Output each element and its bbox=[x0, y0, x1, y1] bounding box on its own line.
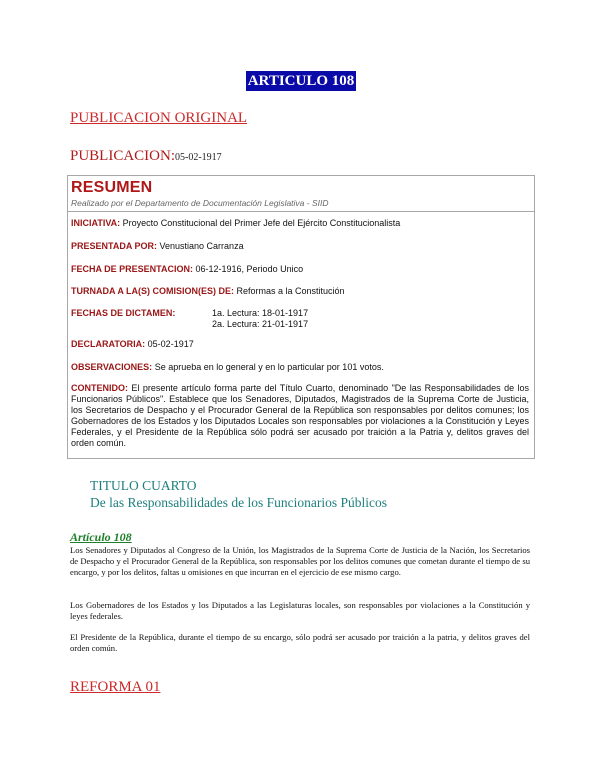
turnada-label: TURNADA A LA(S) COMISION(ES) DE: bbox=[71, 286, 234, 296]
fecha-row bbox=[71, 264, 303, 275]
iniciativa-row bbox=[71, 218, 400, 229]
fecha-label: FECHA DE PRESENTACION: bbox=[71, 264, 194, 274]
presentada-row bbox=[71, 241, 244, 252]
articulo-paragraph-1: Los Senadores y Diputados al Congreso de la Unión, los Magistrados de la Suprema Corte de Justicia de la Nación, los Secretarios de Despacho y el Procurador General de la República, son responsables por los delitos comunes que cometan durante el tiempo de su encargo, y por los delitos, faltas u omisiones en que incurran en el ejercicio de ese mismo cargo. bbox=[70, 545, 530, 577]
turnada-value: Reformas a la Constitución bbox=[234, 286, 345, 296]
resumen-box bbox=[67, 175, 535, 459]
resumen-subtitle: Realizado por el Departamento de Documentación Legislativa - SIID bbox=[71, 198, 329, 208]
dictamen-lectura-2: 2a. Lectura: 21-01-1917 bbox=[212, 319, 309, 329]
titulo-section bbox=[90, 477, 387, 511]
publicacion-date: 05-02-1917 bbox=[175, 152, 222, 163]
presentada-label: PRESENTADA POR: bbox=[71, 241, 158, 251]
declaratoria-row bbox=[71, 339, 194, 350]
publicacion-line bbox=[70, 148, 222, 165]
declaratoria-label: DECLARATORIA: bbox=[71, 339, 146, 349]
observaciones-row bbox=[71, 362, 384, 373]
turnada-row bbox=[71, 286, 345, 297]
titulo-heading: TITULO CUARTO bbox=[90, 478, 197, 493]
observaciones-label: OBSERVACIONES: bbox=[71, 362, 153, 372]
iniciativa-value: Proyecto Constitucional del Primer Jefe del Ejército Constitucionalista bbox=[120, 218, 401, 228]
reforma-link[interactable]: REFORMA 01 bbox=[70, 679, 161, 695]
observaciones-value: Se aprueba en lo general y en lo particular por 101 votos. bbox=[152, 362, 384, 372]
articulo-paragraph-3: El Presidente de la República, durante el tiempo de su encargo, sólo podrá ser acusado por traición a la patria, y delitos graves del orden común. bbox=[70, 632, 530, 653]
resumen-header bbox=[68, 176, 534, 212]
iniciativa-label: INICIATIVA: bbox=[71, 218, 121, 228]
publicacion-original-link[interactable]: PUBLICACION ORIGINAL bbox=[70, 110, 248, 126]
contenido-value: El presente artículo forma parte del Título Cuarto, denominado "De las Responsabilidades de los Funcionarios Públicos". Establece que los Senadores, Diputados, Magistrados de la Suprema Corte de Justicia, los Secretarios de Despacho y el Procurador General de la República son responsables por delitos comunes; los Gobernadores de los Estados y los Diputados Locales son responsables por violaciones a la Constitución y Leyes Federales, y el Presidente de la República sólo podrá ser acusado por traición a la Patria y, delitos graves del orden común. bbox=[71, 383, 529, 448]
fecha-value: 06-12-1916, Periodo Unico bbox=[193, 264, 304, 274]
articulo-paragraph-2: Los Gobernadores de los Estados y los Diputados a las Legislaturas locales, son responsables por violaciones a la Constitución y leyes federales. bbox=[70, 600, 530, 621]
declaratoria-value: 05-02-1917 bbox=[145, 339, 194, 349]
articulo-heading[interactable]: Artículo 108 bbox=[70, 530, 132, 544]
article-title: ARTICULO 108 bbox=[247, 73, 355, 89]
dictamen-lectura-1: 1a. Lectura: 18-01-1917 bbox=[212, 308, 309, 318]
presentada-value: Venustiano Carranza bbox=[157, 241, 244, 251]
publicacion-label: PUBLICACION: bbox=[70, 148, 176, 164]
contenido-label: CONTENIDO: bbox=[71, 383, 128, 393]
dictamen-values bbox=[212, 308, 308, 330]
titulo-subheading: De las Responsabilidades de los Funcionarios Públicos bbox=[90, 495, 387, 510]
contenido-paragraph bbox=[71, 383, 529, 449]
resumen-title: RESUMEN bbox=[71, 179, 153, 196]
dictamen-label: FECHAS DE DICTAMEN: bbox=[71, 308, 176, 318]
